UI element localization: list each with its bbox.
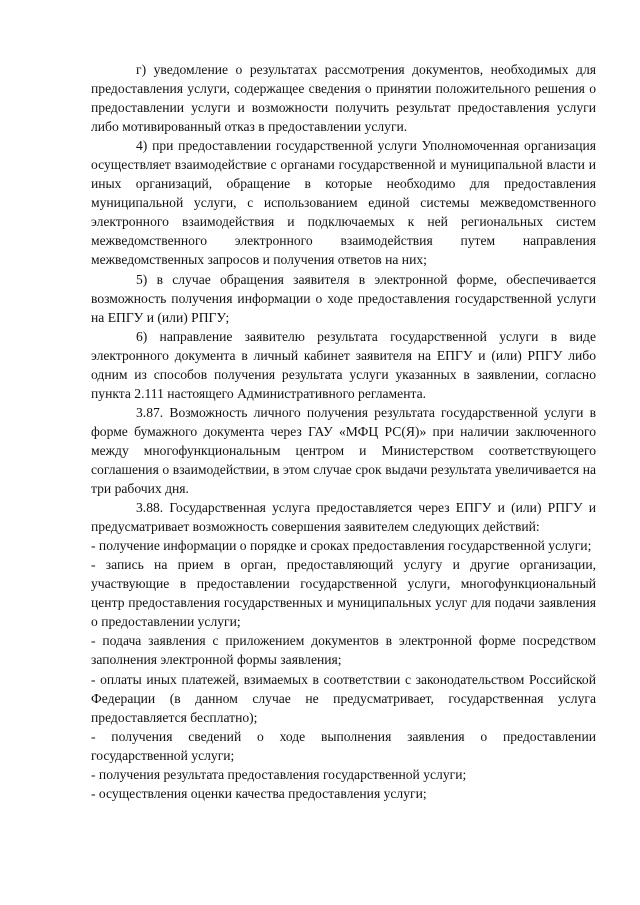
paragraph-item-4: 4) при предоставлении государственной услуги Уполномоченная организация осуществляет взаимодействие с органами государственной и муниципальной власти и иных организаций, обращение в которые необходимо для предоставления муниципальной услуги, с использованием единой системы межведомственного электронного взаимодействия и подключаемых к ней региональных систем межведомственного электронного взаимодействия путем направления межведомственных запросов и получения ответов на них; [91, 138, 596, 268]
list-item: - получение информации о порядке и сроках предоставления государственной услуги; [91, 538, 592, 554]
list-item: - подача заявления с приложением документов в электронной форме посредством заполнения электронной формы заявления; [91, 633, 596, 668]
list-item: - запись на прием в орган, предоставляющий услугу и другие организации, участвующие в предоставлении государственной услуги, многофункциональный центр предоставления государственных и муниципальных услуг для подачи заявления о предоставлении услуги; [91, 557, 596, 630]
paragraph-item-5: 5) в случае обращения заявителя в электронной форме, обеспечивается возможность получения информации о ходе предоставления государственной услуги на ЕПГУ и (или) РПГУ; [91, 271, 596, 325]
document-page [91, 60, 596, 803]
paragraph-clause-3-88: 3.88. Государственная услуга предоставляется через ЕПГУ и (или) РПГУ и предусматривает возможность совершения заявителем следующих действий: [91, 500, 596, 535]
paragraph-clause-3-87: 3.87. Возможность личного получения результата государственной услуги в форме бумажного документа через ГАУ «МФЦ РС(Я)» при наличии заключенного между многофункциональным центром и Министерством соответствующего соглашения о взаимодействии, в этом случае срок выдачи результата увеличивается на три рабочих дня. [91, 404, 596, 497]
paragraph-item-g: г) уведомление о результатах рассмотрения документов, необходимых для предоставления услуги, содержащее сведения о принятии положительного решения о предоставлении услуги и возможности получить результат предоставления услуги либо мотивированный отказ в предоставлении услуги. [91, 62, 596, 135]
list-item: - оплаты иных платежей, взимаемых в соответствии с законодательством Российской Федерации (в данном случае не предусматривает, государственная услуга предоставляется бесплатно); [91, 671, 596, 725]
list-item: - осуществления оценки качества предоставления услуги; [91, 785, 427, 801]
paragraph-item-6: 6) направление заявителю результата государственной услуги в виде электронного документа в личный кабинет заявителя на ЕПГУ и (или) РПГУ либо одним из способов получения результата услуги указанных в заявлении, согласно пункта 2.111 настоящего Административного регламента. [91, 328, 596, 401]
list-item: - получения результата предоставления государственной услуги; [91, 766, 467, 782]
list-item: - получения сведений о ходе выполнения заявления о предоставлении государственной услуги; [91, 728, 596, 763]
